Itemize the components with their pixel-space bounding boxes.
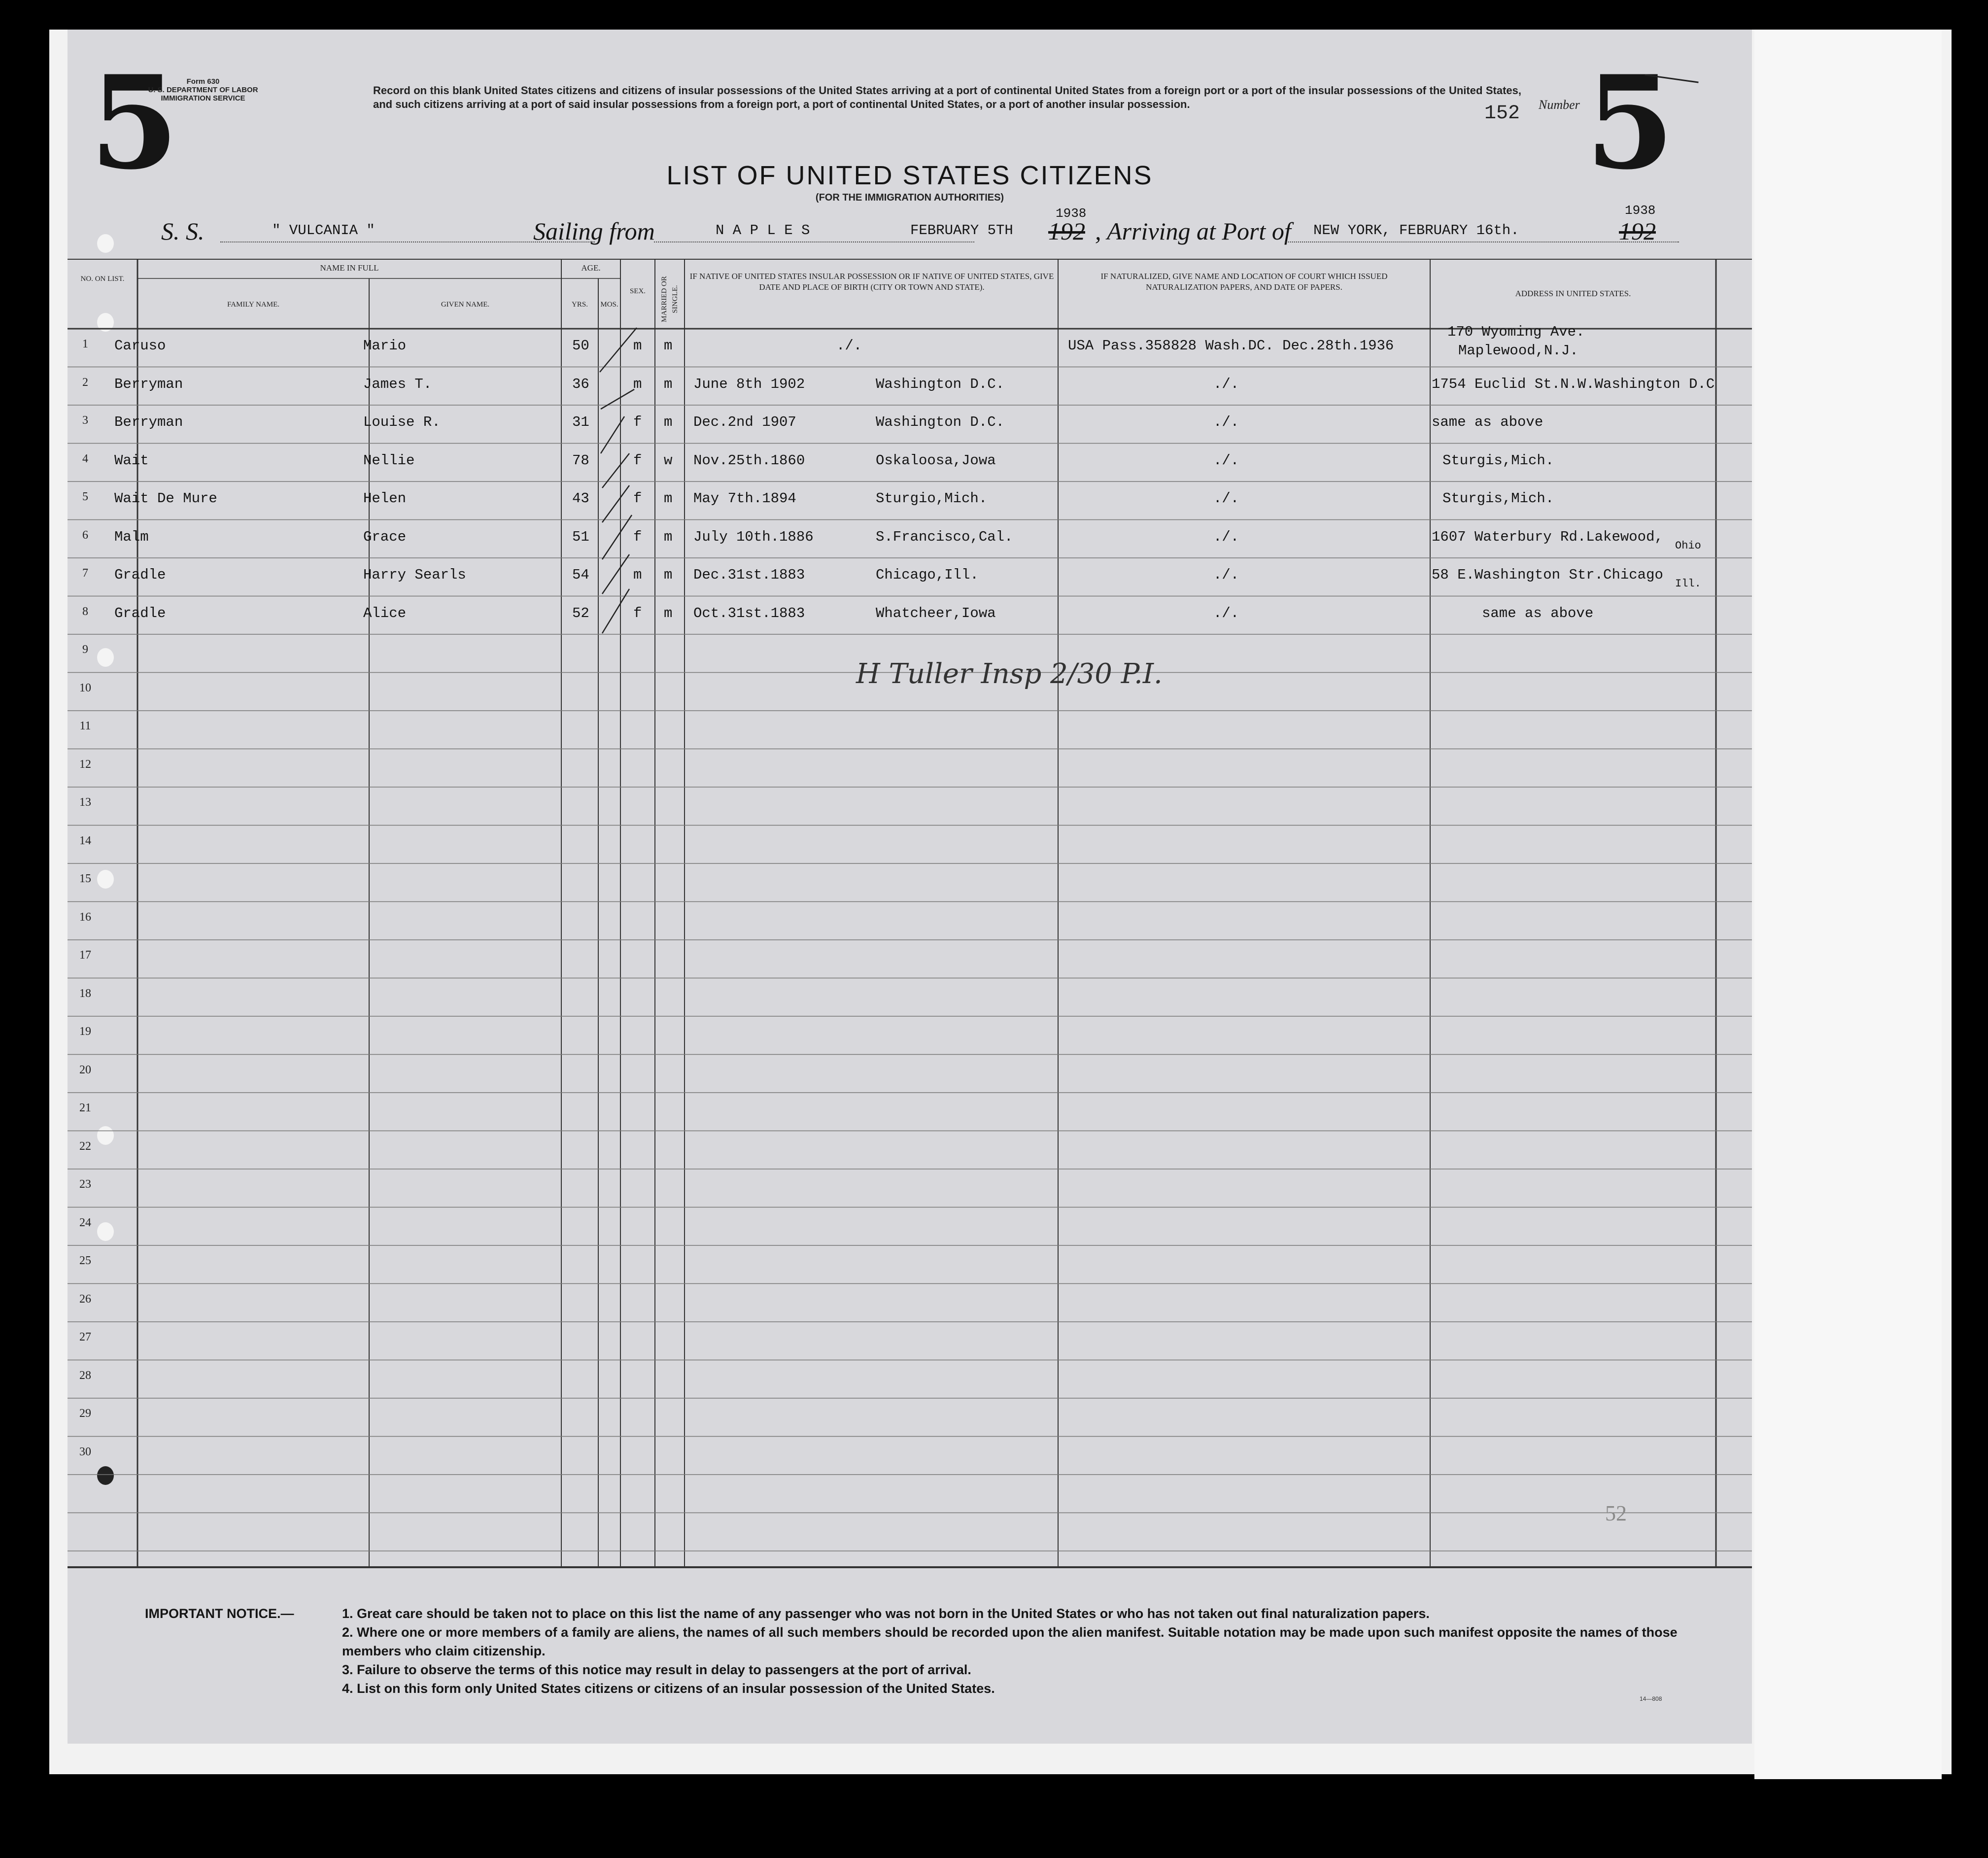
row-number: 25 xyxy=(79,1254,91,1267)
row-number: 19 xyxy=(79,1025,91,1038)
married-cell: m xyxy=(664,376,673,392)
row-number: 20 xyxy=(79,1063,91,1076)
family-name-cell: Gradle xyxy=(114,567,166,583)
married-cell: m xyxy=(664,528,673,545)
department-label: U. S. DEPARTMENT OF LABOR xyxy=(148,86,258,94)
row-number: 3 xyxy=(82,414,88,427)
manifest-sheet xyxy=(68,30,1752,1744)
header-married-single: MARRIED OR SINGLE. xyxy=(660,276,679,322)
age-cell: 50 xyxy=(572,338,589,354)
birth-date-cell: Dec.2nd 1907 xyxy=(693,414,796,430)
address-line2-cell: Ohio xyxy=(1675,539,1701,552)
sex-cell: f xyxy=(633,414,642,430)
age-cell: 36 xyxy=(572,376,589,392)
header-native-birth: IF NATIVE OF UNITED STATES INSULAR POSSESSION OR IF NATIVE OF UNITED STATES, GIVE DATE AND PLACE OF BIRTH (CITY OR TOWN AND STATE). xyxy=(689,272,1054,292)
birth-place-cell: Sturgio,Mich. xyxy=(876,490,988,507)
row-number: 8 xyxy=(82,605,88,618)
naturalized-cell: ./. xyxy=(1213,376,1239,392)
row-number: 7 xyxy=(82,567,88,580)
row-number: 21 xyxy=(79,1101,91,1114)
row-number: 2 xyxy=(82,376,88,389)
row-number: 22 xyxy=(79,1139,91,1153)
given-name-cell: Nellie xyxy=(363,452,415,469)
row-number: 15 xyxy=(79,872,91,885)
form-number: Form 630 xyxy=(186,77,220,86)
married-cell: m xyxy=(664,414,673,430)
list-number-right: 5 xyxy=(1585,48,1675,198)
row-number: 24 xyxy=(79,1216,91,1229)
arrival-year-printed: 192 xyxy=(1619,217,1656,245)
row-number: 9 xyxy=(82,643,88,656)
sheet-number: 152 xyxy=(1484,103,1520,125)
sailing-year: 1938 xyxy=(1056,206,1087,221)
row-number: 30 xyxy=(79,1445,91,1458)
row-number: 27 xyxy=(79,1331,91,1343)
background-sheet-edge xyxy=(1754,30,1942,1779)
notice-list xyxy=(342,1604,1707,1698)
birth-date-cell: June 8th 1902 xyxy=(693,376,805,392)
family-name-cell: Berryman xyxy=(114,376,183,392)
number-label: Number xyxy=(1539,98,1580,112)
sex-cell: f xyxy=(633,490,642,507)
family-name-cell: Berryman xyxy=(114,414,183,430)
sex-cell: m xyxy=(633,376,642,392)
sex-cell: m xyxy=(633,567,642,583)
age-cell: 52 xyxy=(572,605,589,621)
sailing-date: FEBRUARY 5TH xyxy=(910,222,1013,239)
header-naturalized: IF NATURALIZED, GIVE NAME AND LOCATION OF COURT WHICH ISSUED NATURALIZATION PAPERS, AND DATE OF PAPERS. xyxy=(1100,272,1388,292)
birth-place-cell: Whatcheer,Iowa xyxy=(876,605,996,621)
address-cell: 1607 Waterbury Rd.Lakewood, xyxy=(1432,528,1663,545)
naturalized-cell: ./. xyxy=(1213,452,1239,469)
family-name-cell: Wait xyxy=(114,452,149,469)
sex-cell: f xyxy=(633,605,642,621)
address-cell: Sturgis,Mich. xyxy=(1442,452,1554,469)
row-number: 28 xyxy=(79,1369,91,1382)
sailing-year-printed: 192 xyxy=(1048,217,1085,245)
page-subtitle: (FOR THE IMMIGRATION AUTHORITIES) xyxy=(815,192,1004,203)
married-cell: m xyxy=(664,567,673,583)
address-cell: 1754 Euclid St.N.W.Washington D.C xyxy=(1432,376,1715,392)
married-cell: w xyxy=(664,452,673,469)
naturalized-cell: ./. xyxy=(1213,414,1239,430)
row-number: 18 xyxy=(79,987,91,1000)
intro-text: Record on this blank United States citizens and citizens of insular possessions of the United States arriving at a port of continental United States from a foreign port or a port of the insular possessions of the United States, and such citizens arriving at a port of said insular possessions from a foreign port, a port of continental United States, or a port of another insular possession. xyxy=(373,84,1521,110)
naturalized-cell: USA Pass.358828 Wash.DC. Dec.28th.1936 xyxy=(1068,338,1394,354)
handwritten-inspector-note: H Tuller Insp 2/30 P.I. xyxy=(856,658,1163,690)
birth-date-cell: Nov.25th.1860 xyxy=(693,452,805,469)
age-cell: 78 xyxy=(572,452,589,469)
family-name-cell: Gradle xyxy=(114,605,166,621)
arriving-label: , Arriving at Port of xyxy=(1095,217,1291,245)
header-sex: SEX. xyxy=(629,287,646,295)
sex-cell: f xyxy=(633,528,642,545)
naturalized-cell: ./. xyxy=(1213,567,1239,583)
notice-item: 1. Great care should be taken not to place on this list the name of any passenger who was not born in the United States or who has not taken out final naturalization papers. xyxy=(342,1606,1430,1621)
row-number: 29 xyxy=(79,1407,91,1420)
address-cell: 58 E.Washington Str.Chicago xyxy=(1432,567,1663,583)
row-number: 14 xyxy=(79,834,91,847)
row-number: 6 xyxy=(82,528,88,542)
naturalized-cell: ./. xyxy=(1213,605,1239,621)
given-name-cell: James T. xyxy=(363,376,432,392)
sex-cell: f xyxy=(633,452,642,469)
header-name-in-full: NAME IN FULL xyxy=(320,263,379,273)
notice-item: 2. Where one or more members of a family are aliens, the names of all such members should be recorded upon the alien manifest. Suitable notation may be made upon such manifest opposite the names of those members who claim citizenship. xyxy=(342,1625,1678,1658)
row-number: 12 xyxy=(79,757,91,771)
given-name-cell: Alice xyxy=(363,605,407,621)
birth-date-cell: May 7th.1894 xyxy=(693,490,796,507)
given-name-cell: Grace xyxy=(363,528,407,545)
from-port: N A P L E S xyxy=(716,222,810,239)
family-name-cell: Wait De Mure xyxy=(114,490,217,507)
sex-cell: m xyxy=(633,338,642,354)
age-cell: 43 xyxy=(572,490,589,507)
ship-name: " VULCANIA " xyxy=(272,222,375,239)
age-cell: 51 xyxy=(572,528,589,545)
list-number-left: 5 xyxy=(90,48,179,198)
header-age: AGE. xyxy=(581,263,601,273)
arrival-port-date: NEW YORK, FEBRUARY 16th. xyxy=(1313,222,1519,239)
family-name-cell: Malm xyxy=(114,528,149,545)
page-title: LIST OF UNITED STATES CITIZENS xyxy=(666,161,1153,190)
married-cell: m xyxy=(664,338,673,354)
given-name-cell: Mario xyxy=(363,338,407,354)
row-number: 23 xyxy=(79,1178,91,1191)
birth-place-cell: ./. xyxy=(836,338,862,354)
arrival-year: 1938 xyxy=(1625,203,1656,218)
given-name-cell: Louise R. xyxy=(363,414,441,430)
birth-date-cell: Dec.31st.1883 xyxy=(693,567,805,583)
birth-place-cell: Oskaloosa,Jowa xyxy=(876,452,996,469)
given-name-cell: Harry Searls xyxy=(363,567,466,583)
citizens-table xyxy=(68,259,1752,1570)
birth-place-cell: Washington D.C. xyxy=(876,414,1005,430)
ss-label: S. S. xyxy=(161,217,205,245)
row-number: 13 xyxy=(79,796,91,809)
row-number: 10 xyxy=(79,681,91,694)
address-cell: Sturgis,Mich. xyxy=(1442,490,1554,507)
sailing-label: Sailing from xyxy=(533,217,655,245)
age-cell: 54 xyxy=(572,567,589,583)
age-cell: 31 xyxy=(572,414,589,430)
birth-place-cell: Chicago,Ill. xyxy=(876,567,979,583)
form-header xyxy=(141,77,265,103)
row-number: 4 xyxy=(82,452,88,465)
married-cell: m xyxy=(664,490,673,507)
header-mos: MOS. xyxy=(600,301,618,309)
header-address: ADDRESS IN UNITED STATES. xyxy=(1515,289,1631,298)
print-code: 14—808 xyxy=(1640,1695,1662,1702)
address-cell: same as above xyxy=(1482,605,1594,621)
row-number: 5 xyxy=(82,490,88,503)
row-number: 11 xyxy=(79,720,91,732)
row-number: 17 xyxy=(79,949,91,962)
notice-label: IMPORTANT NOTICE.— xyxy=(145,1606,294,1621)
birth-date-cell: Oct.31st.1883 xyxy=(693,605,805,621)
page-stamp: 52 xyxy=(1605,1501,1627,1525)
naturalized-cell: ./. xyxy=(1213,490,1239,507)
address-line2-cell: Ill. xyxy=(1675,578,1701,590)
notice-item: 4. List on this form only United States citizens or citizens of an insular possession of the United States. xyxy=(342,1681,995,1696)
row-number: 1 xyxy=(82,338,88,350)
birth-place-cell: Washington D.C. xyxy=(876,376,1005,392)
address-line2-cell: Maplewood,N.J. xyxy=(1458,343,1578,359)
port-line xyxy=(654,241,974,242)
service-label: IMMIGRATION SERVICE xyxy=(161,94,245,103)
birth-place-cell: S.Francisco,Cal. xyxy=(876,528,1013,545)
naturalized-cell: ./. xyxy=(1213,528,1239,545)
header-no-on-list: NO. ON LIST. xyxy=(80,275,125,283)
married-cell: m xyxy=(664,605,673,621)
address-cell: 170 Wyoming Ave. xyxy=(1447,324,1585,340)
header-family-name: FAMILY NAME. xyxy=(227,301,279,309)
header-given-name: GIVEN NAME. xyxy=(441,301,490,309)
row-number: 26 xyxy=(79,1292,91,1306)
punch-hole xyxy=(97,234,114,253)
address-cell: same as above xyxy=(1432,414,1543,430)
header-yrs: YRS. xyxy=(572,301,588,309)
family-name-cell: Caruso xyxy=(114,338,166,354)
given-name-cell: Helen xyxy=(363,490,407,507)
notice-item: 3. Failure to observe the terms of this notice may result in delay to passengers at the port of arrival. xyxy=(342,1662,971,1677)
row-number: 16 xyxy=(79,910,91,924)
birth-date-cell: July 10th.1886 xyxy=(693,528,814,545)
